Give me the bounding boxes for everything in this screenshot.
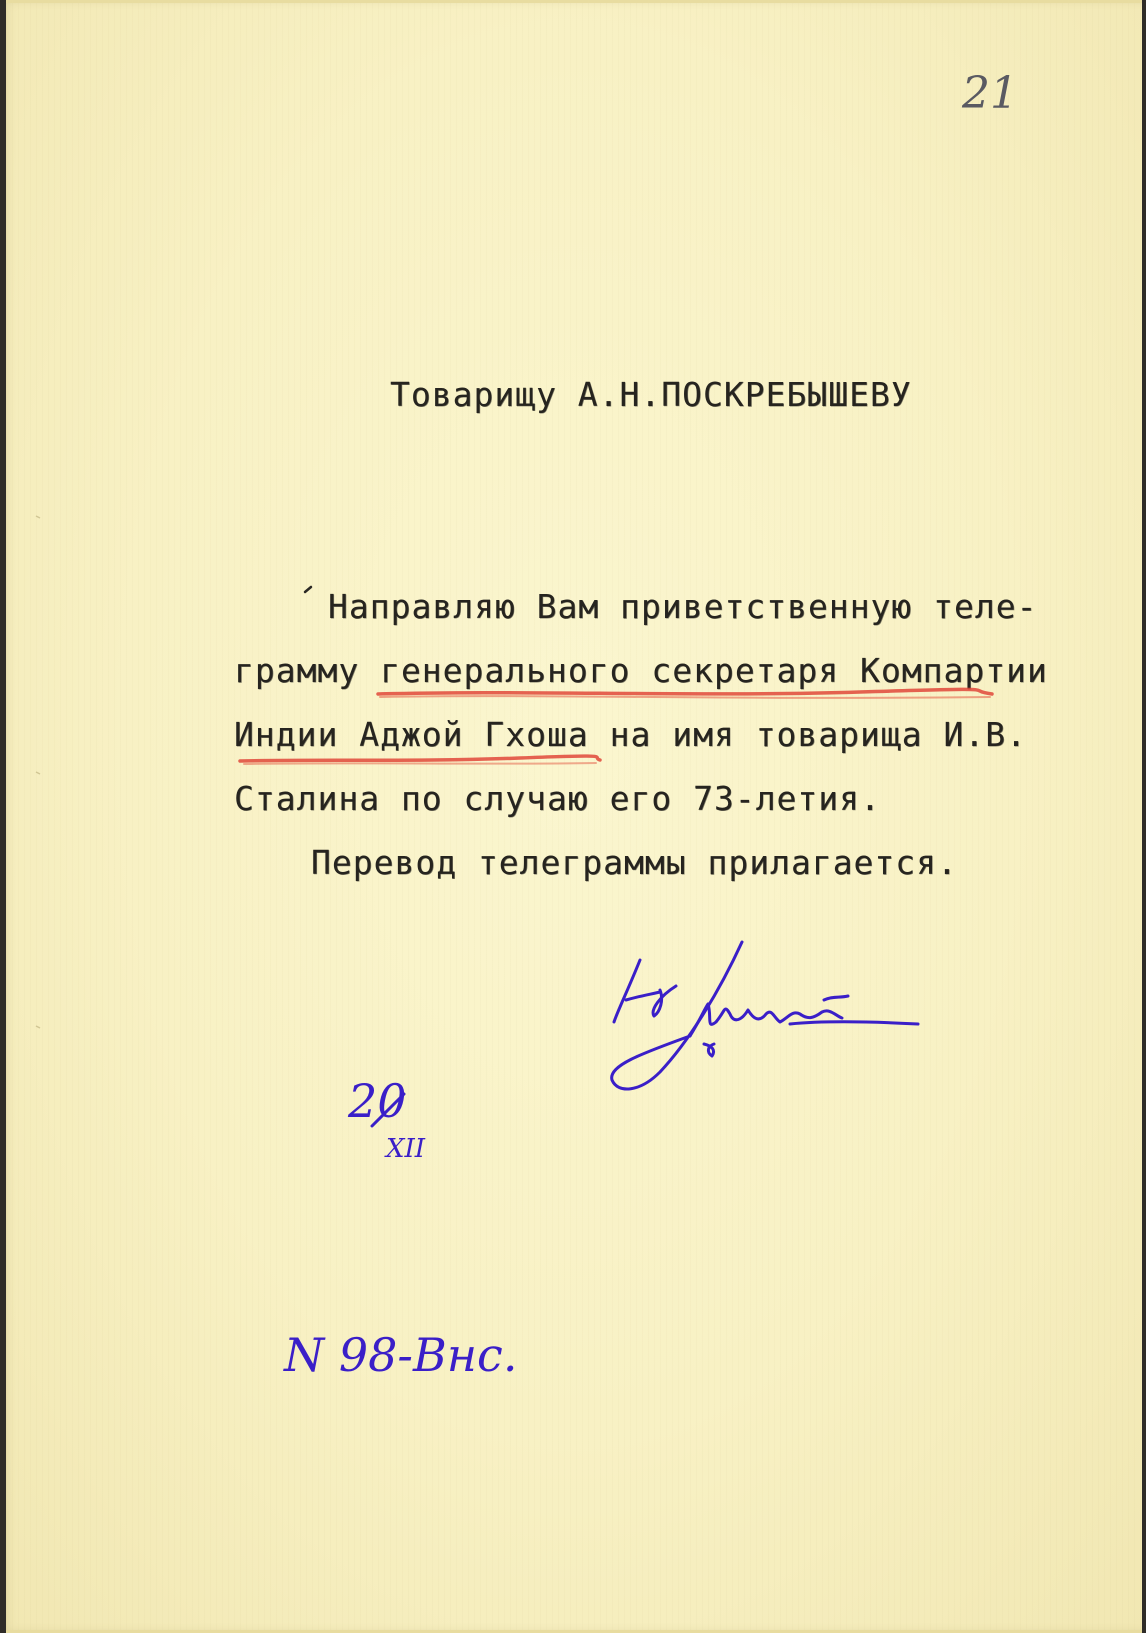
red-underline-2-shadow [244, 763, 596, 764]
body-line-5: Перевод телеграммы прилагается. [311, 843, 958, 882]
margin-marks [36, 516, 40, 1028]
date-slash [372, 1094, 404, 1126]
body-line-1: Направляю Вам приветственную теле- [328, 587, 1038, 626]
tick-mark [305, 587, 311, 592]
registry-number: N 98-Внс. [284, 1328, 518, 1382]
addressee-line: Товарищу А.Н.ПОСКРЕБЫШЕВУ [390, 375, 912, 414]
date-day: 20 [348, 1074, 407, 1128]
body-line-4: Сталина по случаю его 73-летия. [234, 779, 881, 818]
body-line-2: грамму генерального секретаря Компартии [234, 651, 1048, 690]
page-number: 21 [962, 68, 1018, 119]
signature [612, 942, 918, 1089]
red-underline-2 [240, 756, 600, 761]
body-line-3: Индии Аджой Гхоша на имя товарища И.В. [234, 715, 1027, 754]
red-underline-1 [378, 689, 992, 694]
red-underline-1-shadow [380, 696, 990, 698]
date-month: XII [386, 1134, 426, 1164]
